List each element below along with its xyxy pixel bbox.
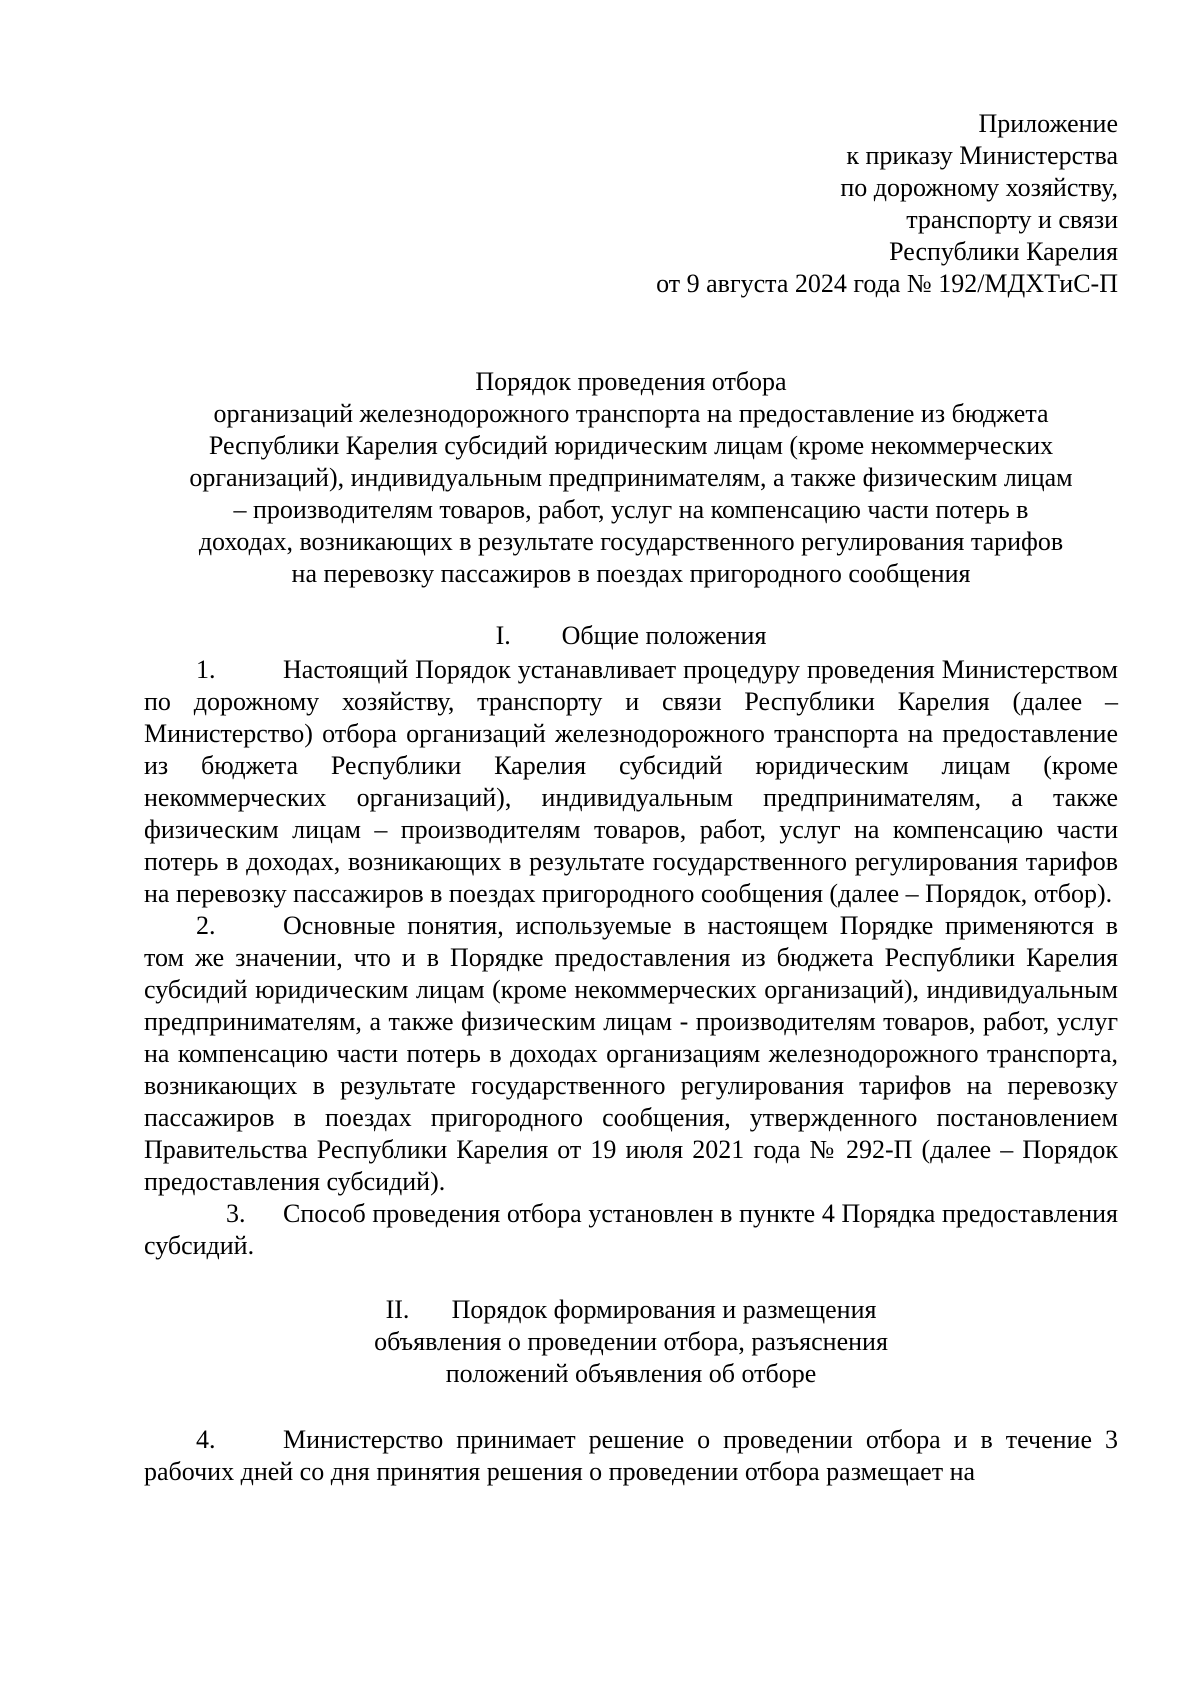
paragraph-text: Основные понятия, используемые в настоящем Порядке применяются в том же значении, что и в Порядке предоставления из бюджета Республики Карелия субсидий юридическим лицам (кроме некоммерческих организаций), индивидуальным предпринимателям, а также физическим лицам - производителям товаров, работ, услуг на компенсацию части потерь в доходах организациям железнодорожного транспорта, возникающих в результате государственного регулирования тарифов на перевозку пассажиров в поездах пригородного сообщения, утвержденного постановлением Правительства Республики Карелия от 19 июля 2021 года № 292-П (далее – Порядок предоставления субсидий). bbox=[144, 911, 1118, 1196]
header-line: Приложение bbox=[978, 109, 1118, 138]
title-line: – производителям товаров, работ, услуг на компенсацию части потерь в bbox=[233, 495, 1029, 524]
paragraph bbox=[144, 654, 1118, 910]
header-line: Республики Карелия bbox=[889, 237, 1118, 266]
section-number: I. bbox=[495, 621, 511, 650]
paragraph bbox=[144, 1424, 1118, 1488]
paragraph-text: Министерство принимает решение о проведении отбора и в течение 3 рабочих дней со дня принятия решения о проведении отбора размещает на bbox=[144, 1425, 1118, 1486]
title-line: Республики Карелия субсидий юридическим лицам (кроме некоммерческих bbox=[208, 431, 1054, 460]
section-title-line bbox=[144, 1294, 1118, 1326]
header-line: по дорожному хозяйству, bbox=[840, 173, 1118, 202]
paragraph bbox=[144, 910, 1118, 1198]
title-line: организаций), индивидуальным предпринимателям, а также физическим лицам bbox=[189, 463, 1073, 492]
appendix-header bbox=[144, 108, 1118, 300]
header-line: от 9 августа 2024 года № 192/МДХТиС-П bbox=[656, 269, 1118, 298]
section-title-line: объявления о проведении отбора, разъяснения bbox=[374, 1327, 888, 1356]
paragraph-number: 1. bbox=[196, 655, 216, 684]
paragraph-number: 3. bbox=[226, 1199, 246, 1228]
section-heading bbox=[144, 1294, 1118, 1390]
title-line: на перевозку пассажиров в поездах пригородного сообщения bbox=[291, 559, 971, 588]
paragraph bbox=[144, 1198, 1118, 1262]
section-heading bbox=[144, 620, 1118, 652]
paragraph-number: 4. bbox=[196, 1425, 216, 1454]
title-line: доходах, возникающих в результате государственного регулирования тарифов bbox=[198, 527, 1064, 556]
document-title bbox=[144, 366, 1118, 590]
paragraph-text: Способ проведения отбора установлен в пункте 4 Порядка предоставления субсидий. bbox=[144, 1199, 1118, 1260]
section-number: II. bbox=[385, 1295, 410, 1324]
title-line: организаций железнодорожного транспорта на предоставление из бюджета bbox=[213, 399, 1049, 428]
paragraph-number: 2. bbox=[196, 911, 216, 940]
header-line: транспорту и связи bbox=[906, 205, 1118, 234]
title-line: Порядок проведения отбора bbox=[475, 367, 787, 396]
section-title: Общие положения bbox=[561, 621, 767, 650]
paragraph-text: Настоящий Порядок устанавливает процедуру проведения Министерством по дорожному хозяйству, транспорту и связи Республики Карелия (далее – Министерство) отбора организаций железнодорожного транспорта на предоставление из бюджета Республики Карелия субсидий юридическим лицам (кроме некоммерческих организаций), индивидуальным предпринимателям, а также физическим лицам – производителям товаров, работ, услуг на компенсацию части потерь в доходах, возникающих в результате государственного регулирования тарифов на перевозку пассажиров в поездах пригородного сообщения (далее – Порядок, отбор). bbox=[144, 655, 1118, 908]
section-title-line: положений объявления об отборе bbox=[445, 1359, 817, 1388]
section-title: Порядок формирования и размещения bbox=[451, 1295, 877, 1324]
header-line: к приказу Министерства bbox=[846, 141, 1118, 170]
